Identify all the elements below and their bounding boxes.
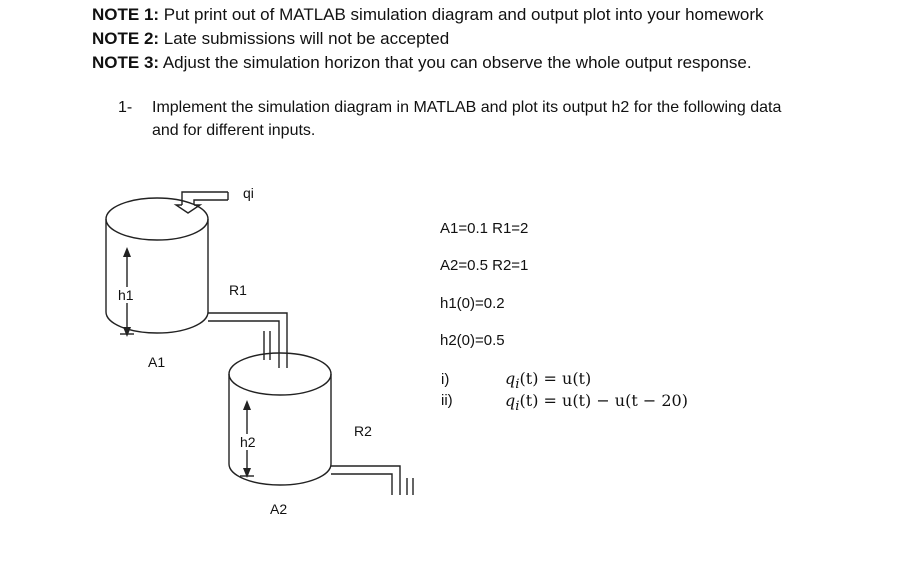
param-a1-r1: A1=0.1 R1=2 xyxy=(440,220,529,237)
question-number: 1- xyxy=(118,99,133,116)
note-3-label: NOTE 3: xyxy=(92,53,160,72)
note-1-label: NOTE 1: xyxy=(92,5,160,24)
param-h1-initial: h1(0)=0.2 xyxy=(440,295,505,312)
input-i-q: q xyxy=(505,369,516,388)
input-i-rhs: (t) = u(t) xyxy=(519,369,592,388)
note-2-label: NOTE 2: xyxy=(92,29,160,48)
r2-label: R2 xyxy=(354,423,372,439)
tank-1-body xyxy=(106,219,208,333)
param-a2-r2: A2=0.5 R2=1 xyxy=(440,257,529,274)
tank-2-top xyxy=(229,353,331,395)
pipe-r2 xyxy=(331,466,400,495)
a1-label: A1 xyxy=(148,354,166,370)
param-h2-initial: h2(0)=0.5 xyxy=(440,332,505,349)
question-line-1: Implement the simulation diagram in MATLAB and plot its output h2 for the following data xyxy=(152,99,782,116)
input-ii-rhs: (t) = u(t) − u(t − 20) xyxy=(519,391,688,410)
h1-arrow-down-icon xyxy=(123,327,131,337)
input-ii-equation xyxy=(505,391,688,414)
input-ii-sub: i xyxy=(515,399,520,415)
valve-r2 xyxy=(407,478,413,495)
input-i-sub: i xyxy=(515,377,520,393)
question-line-2: and for different inputs. xyxy=(152,122,316,139)
valve-r1 xyxy=(264,331,270,360)
h1-label: h1 xyxy=(118,287,134,303)
h1-arrow-up-icon xyxy=(123,247,131,257)
h2-arrow-up-icon xyxy=(243,400,251,410)
note-1-text: Put print out of MATLAB simulation diagram and output plot into your homework xyxy=(159,5,764,24)
qi-label: qi xyxy=(243,185,254,201)
input-i-label: i) xyxy=(441,371,450,388)
note-2-text: Late submissions will not be accepted xyxy=(159,29,450,48)
tank-1-top xyxy=(106,198,208,240)
r1-label: R1 xyxy=(229,282,247,298)
pipe-r1 xyxy=(208,313,287,368)
input-ii-label: ii) xyxy=(441,392,453,409)
a2-label: A2 xyxy=(270,501,288,517)
h2-label: h2 xyxy=(240,434,256,450)
input-i-equation xyxy=(505,369,591,392)
note-3-text: Adjust the simulation horizon that you can observe the whole output response. xyxy=(159,53,752,72)
input-ii-q: q xyxy=(505,391,516,410)
